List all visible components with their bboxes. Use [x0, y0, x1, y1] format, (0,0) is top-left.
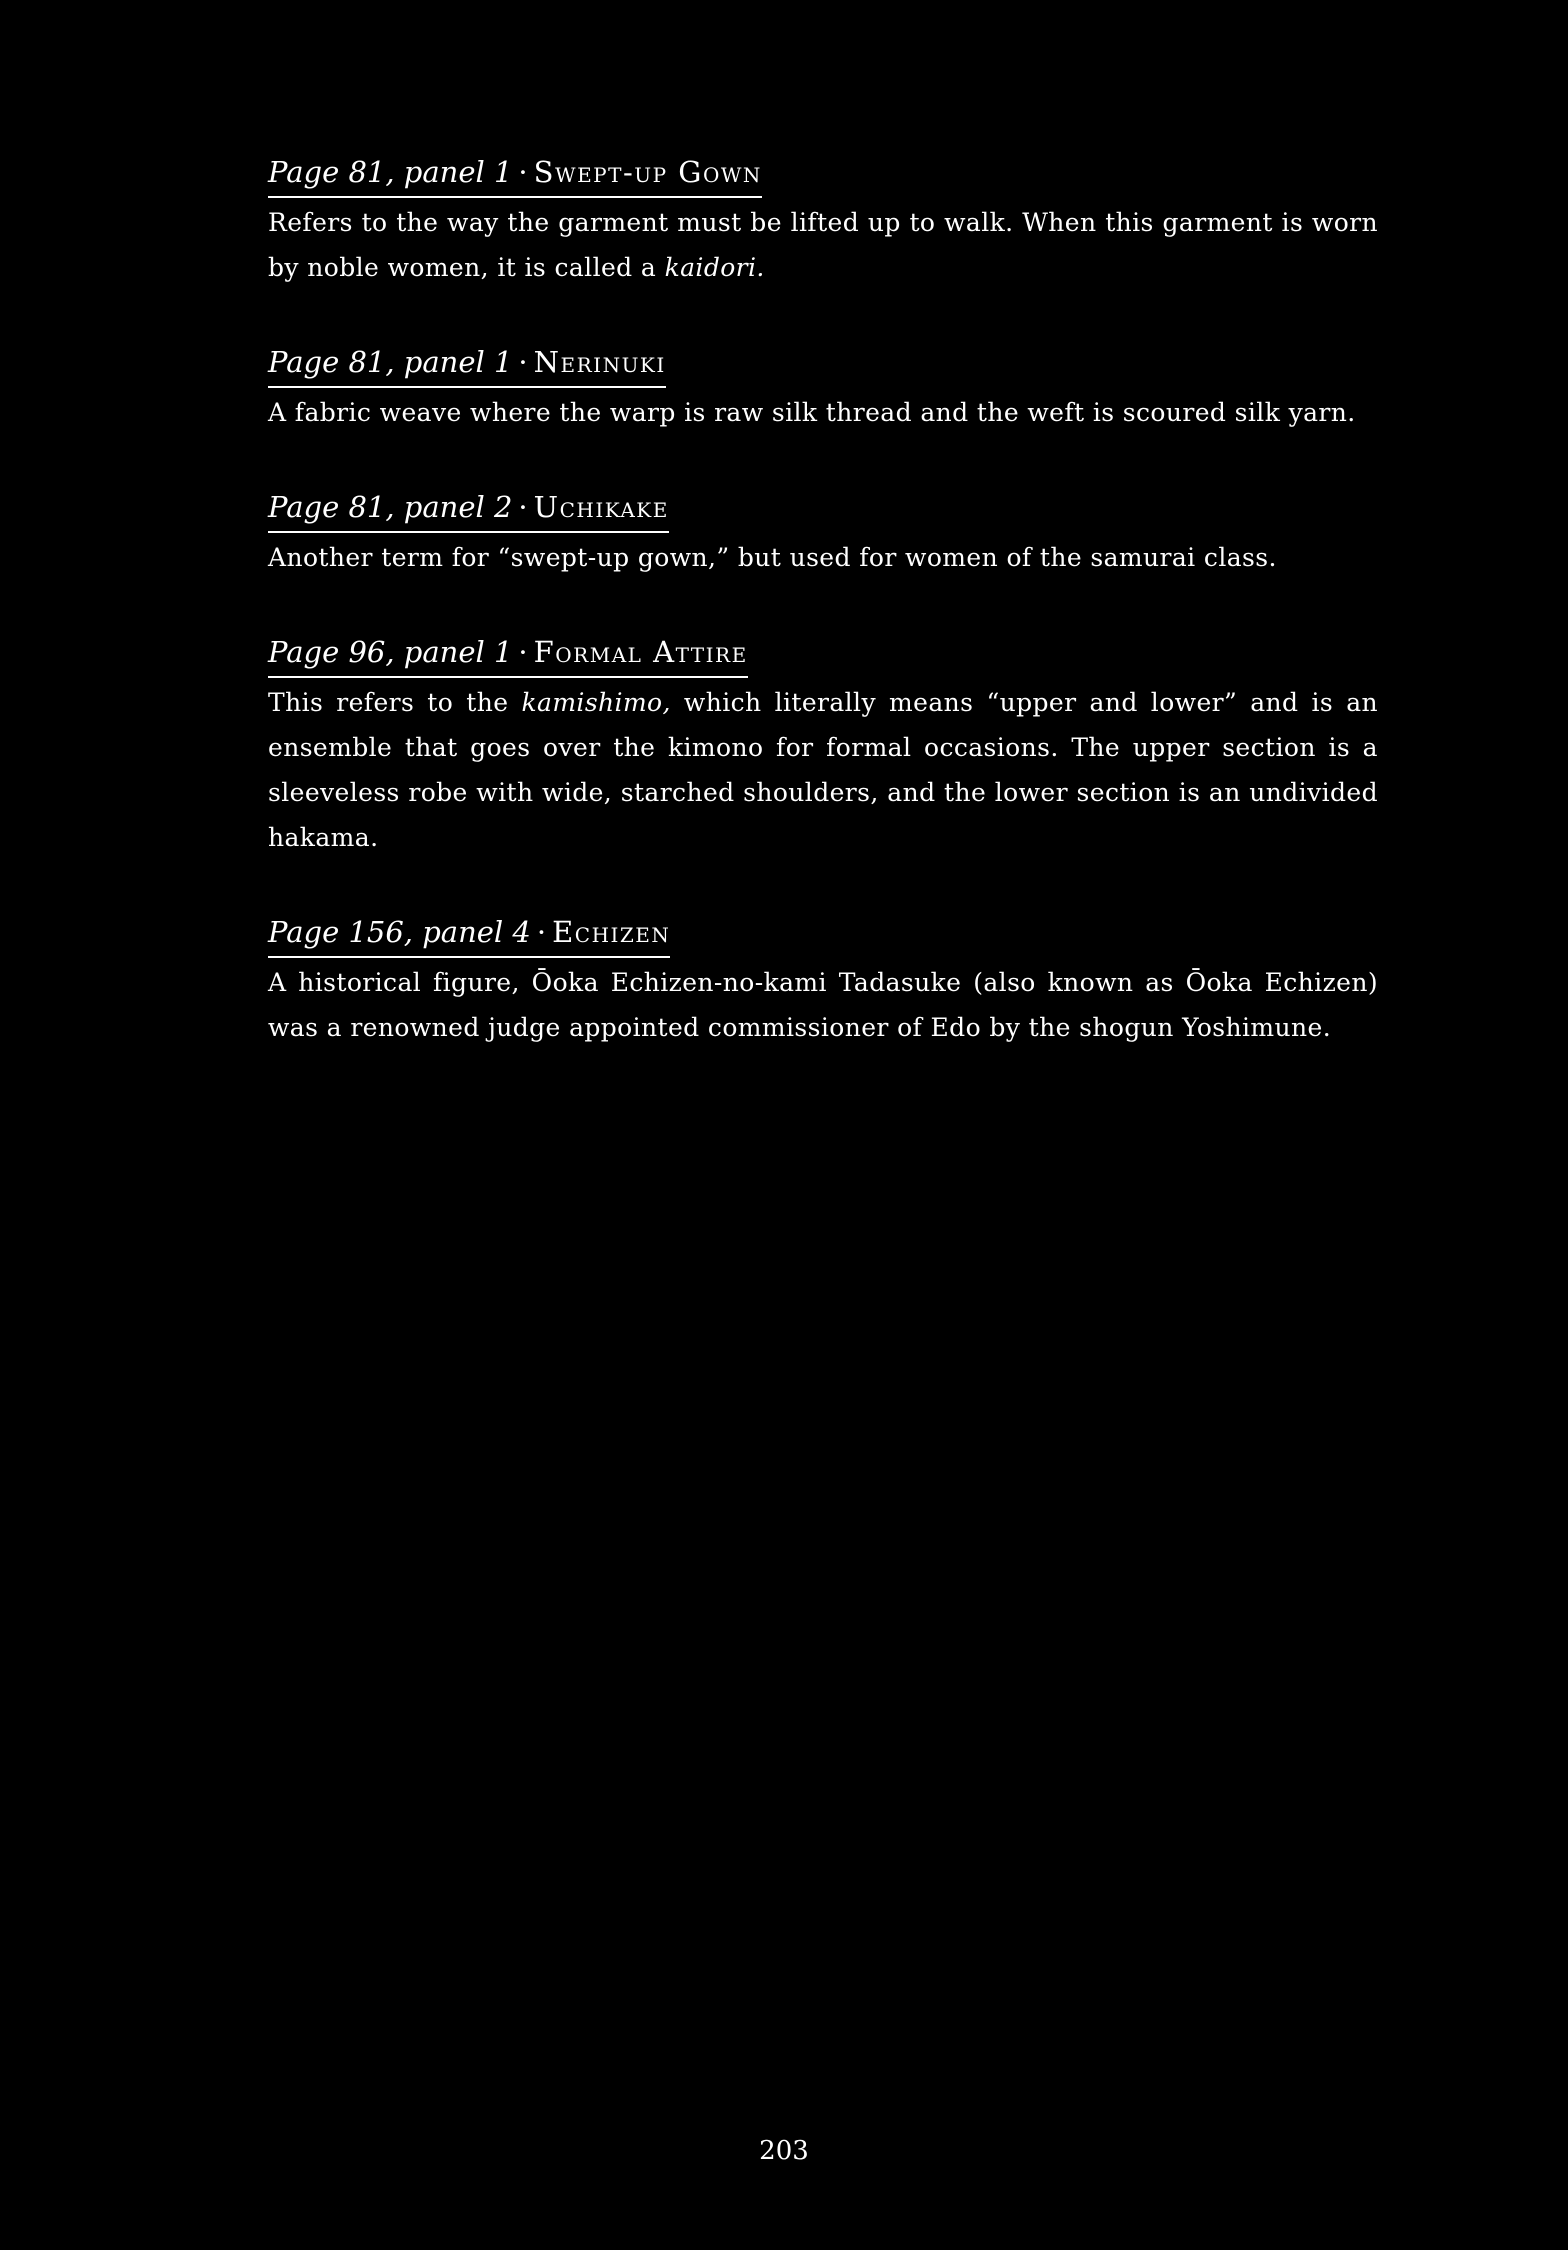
- definition-text: Refers to the way the garment must be lifted up to walk. When this garment is worn by noble women, it is called a: [268, 208, 1378, 282]
- entry-term: Uchikake: [533, 490, 669, 524]
- entry-definition: [268, 680, 1378, 860]
- definition-text: Another term for “swept-up gown,” but used for women of the samurai class.: [268, 543, 1277, 572]
- entry-term: Nerinuki: [533, 345, 666, 379]
- definition-italic-term: kaidori.: [664, 253, 765, 282]
- glossary-entry-echizen: [268, 910, 1378, 1050]
- heading-separator: ·: [518, 155, 528, 189]
- entry-page-reference: Page 81, panel 2: [268, 490, 513, 524]
- glossary-entry-uchikake: [268, 485, 1378, 580]
- entry-heading: [268, 485, 669, 533]
- entry-definition: [268, 200, 1378, 290]
- entry-page-reference: Page 156, panel 4: [268, 915, 531, 949]
- definition-text-continued: which literally means “upper and lower” and is an ensemble that goes over the kimono for formal occasions. The upper section is a sleeveless robe with wide, starched shoulders, and the lower section is an undivided hakama.: [268, 688, 1378, 852]
- entry-heading: [268, 150, 762, 198]
- entry-definition: [268, 960, 1378, 1050]
- glossary-entry-nerinuki: [268, 340, 1378, 435]
- heading-separator: ·: [518, 635, 528, 669]
- definition-text: A fabric weave where the warp is raw silk thread and the weft is scoured silk yarn.: [268, 398, 1356, 427]
- entry-term: Echizen: [552, 915, 671, 949]
- entry-page-reference: Page 81, panel 1: [268, 345, 513, 379]
- entry-heading: [268, 630, 748, 678]
- entry-page-reference: Page 81, panel 1: [268, 155, 513, 189]
- entry-heading: [268, 340, 666, 388]
- glossary-section: [268, 150, 1378, 1100]
- glossary-entry-formal-attire: [268, 630, 1378, 860]
- entry-definition: [268, 390, 1378, 435]
- entry-page-reference: Page 96, panel 1: [268, 635, 513, 669]
- heading-separator: ·: [536, 915, 547, 949]
- definition-text: This refers to the: [268, 688, 522, 717]
- heading-separator: ·: [518, 345, 528, 379]
- heading-separator: ·: [518, 490, 528, 524]
- entry-term: Swept-up Gown: [533, 155, 762, 189]
- entry-heading: [268, 910, 670, 958]
- entry-definition: [268, 535, 1378, 580]
- glossary-entry-swept-up-gown: [268, 150, 1378, 290]
- definition-italic-term: kamishimo,: [521, 688, 671, 717]
- entry-term: Formal Attire: [533, 635, 748, 669]
- page-number: 203: [759, 2136, 809, 2166]
- definition-text: A historical figure, Ōoka Echizen-no-kami Tadasuke (also known as Ōoka Echizen) was a renowned judge appointed commissioner of Edo by the shogun Yoshimune.: [268, 968, 1378, 1042]
